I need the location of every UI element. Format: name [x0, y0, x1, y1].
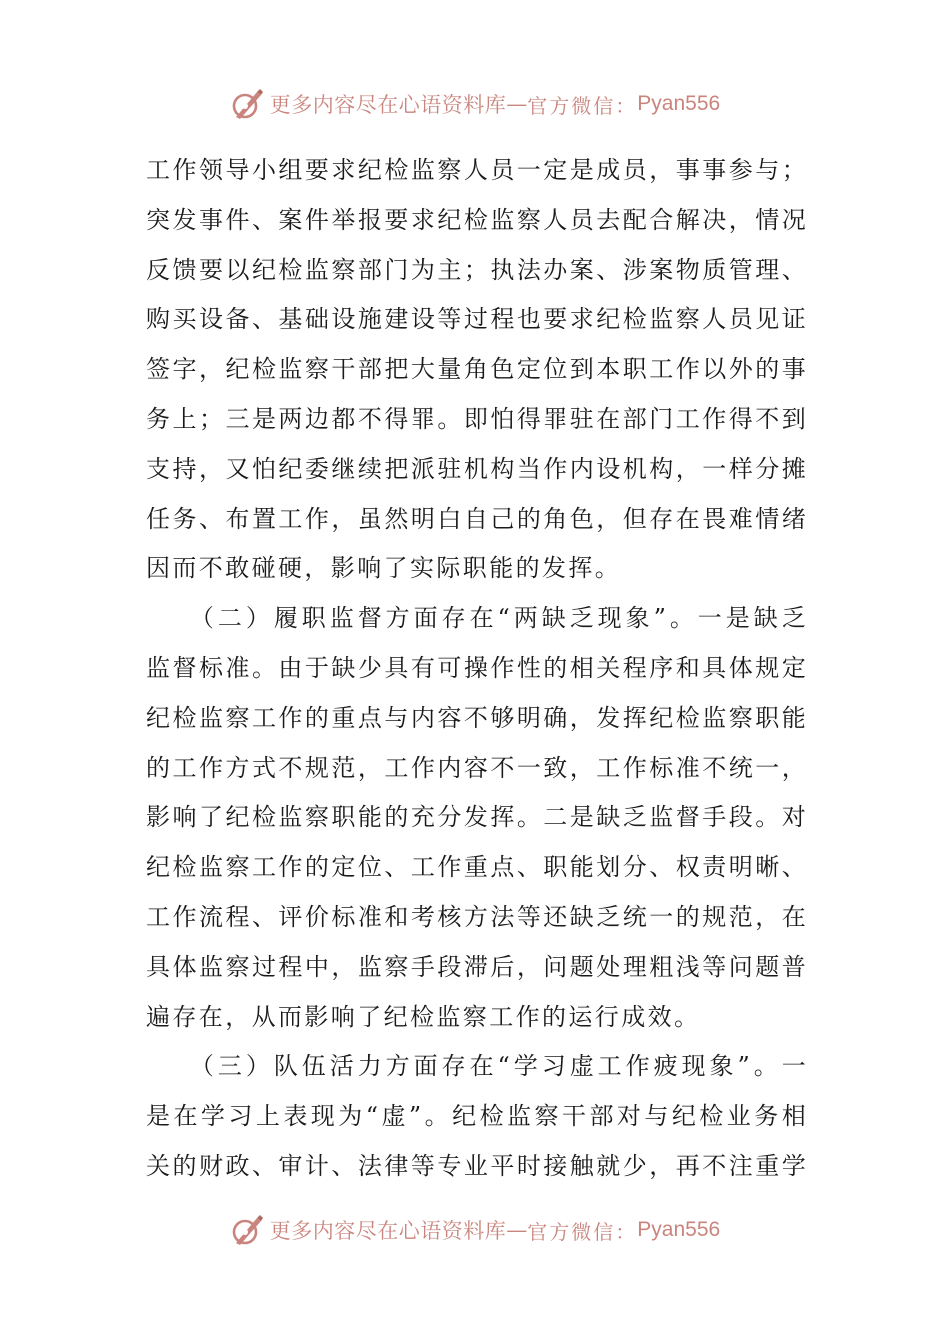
text-line: 支持，又怕纪委继续把派驻机构当作内设机构，一样分摊: [146, 454, 806, 483]
header-separator: —: [506, 92, 528, 116]
text-line: 是在学习上表现为“虚”。纪检监察干部对与纪检业务相: [146, 1102, 806, 1131]
text-line: 工作流程、评价标准和考核方法等还缺乏统一的规范，在: [146, 902, 806, 931]
header-watermark: [0, 82, 950, 126]
text-line: 因而不敢碰硬，影响了实际职能的发挥。: [146, 554, 622, 583]
text-line: 任务、布置工作，虽然明白自己的角色，但存在畏难情绪: [146, 504, 806, 533]
text-line: （三）队伍活力方面存在“学习虚工作疲现象”。一: [146, 1052, 806, 1081]
footer-wechat-id: Pyan556: [637, 1218, 721, 1241]
text-line: 购买设备、基础设施建设等过程也要求纪检监察人员见证: [146, 305, 806, 334]
text-line: 遍存在，从而影响了纪检监察工作的运行成效。: [146, 1002, 701, 1031]
text-line: 影响了纪检监察职能的充分发挥。二是缺乏监督手段。对: [146, 803, 806, 832]
footer-watermark: [0, 1208, 950, 1252]
header-slogan: 更多内容尽在心语资料库: [269, 93, 507, 117]
document-body: [146, 146, 806, 1192]
text-line: 关的财政、审计、法律等专业平时接触就少，再不注重学: [146, 1151, 806, 1180]
text-line: （二）履职监督方面存在“两缺乏现象”。一是缺乏: [146, 604, 806, 633]
header-wechat-label: 官方微信：: [527, 93, 638, 118]
pen-circle-logo-icon: [230, 1213, 264, 1247]
text-line: 签字，纪检监察干部把大量角色定位到本职工作以外的事: [146, 355, 806, 384]
text-line: 突发事件、案件举报要求纪检监察人员去配合解决，情况: [146, 205, 806, 234]
header-wechat-id: Pyan556: [637, 92, 721, 115]
pen-circle-logo-icon: [230, 87, 264, 121]
text-line: 务上；三是两边都不得罪。即怕得罪驻在部门工作得不到: [146, 404, 806, 433]
text-line: 的工作方式不规范，工作内容不一致，工作标准不统一，: [146, 753, 806, 782]
footer-wechat-label: 官方微信：: [527, 1219, 638, 1244]
text-line: 监督标准。由于缺少具有可操作性的相关程序和具体规定: [146, 653, 806, 682]
footer-slogan: 更多内容尽在心语资料库: [269, 1219, 507, 1243]
footer-separator: —: [506, 1218, 528, 1242]
text-line: 工作领导小组要求纪检监察人员一定是成员，事事参与；: [146, 156, 806, 184]
text-line: 纪检监察工作的定位、工作重点、职能划分、权责明晰、: [146, 853, 806, 882]
text-line: 纪检监察工作的重点与内容不够明确，发挥纪检监察职能: [146, 703, 806, 732]
text-line: 反馈要以纪检监察部门为主；执法办案、涉案物质管理、: [146, 255, 806, 284]
text-line: 具体监察过程中，监察手段滞后，问题处理粗浅等问题普: [146, 952, 806, 981]
